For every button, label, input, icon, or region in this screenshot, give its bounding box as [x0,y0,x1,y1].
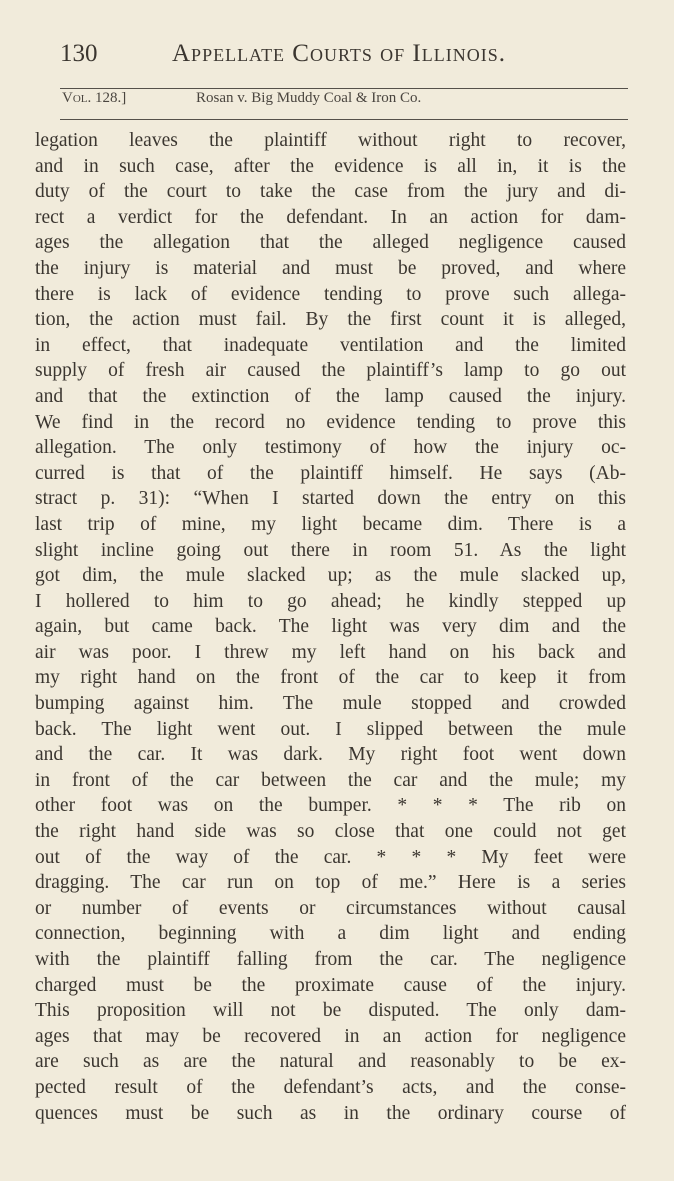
page-number: 130 [60,40,98,67]
text-line: rect a verdict for the defendant. In an action for dam- [35,206,626,228]
text-line: allegation. The only testimony of how the injury oc- [35,437,626,459]
text-line: I hollered to him to go ahead; he kindly stepped up [35,590,626,612]
text-line: dragging. The car run on top of me.” Here is a series [35,872,626,894]
text-line: tion, the action must fail. By the first count it is alleged, [35,309,626,331]
text-line: air was poor. I threw my left hand on his back and [35,641,626,663]
text-line: curred is that of the plaintiff himself. He says (Ab- [35,462,626,484]
text-line: bumping against him. The mule stopped and crowded [35,693,626,715]
text-line: legation leaves the plaintiff without right to recover, [35,130,626,151]
text-line: connection, beginning with a dim light and ending [35,923,626,945]
text-line: duty of the court to take the case from the jury and di- [35,181,626,203]
text-line: there is lack of evidence tending to prove such allega- [35,283,626,305]
text-line: This proposition will not be disputed. The only dam- [35,1000,626,1022]
text-line: supply of fresh air caused the plaintiff’s lamp to go out [35,360,626,382]
text-line: got dim, the mule slacked up; as the mule slacked up, [35,565,626,587]
text-line: or number of events or circumstances without causal [35,897,626,919]
text-line: other foot was on the bumper. * * * The rib on [35,795,626,817]
text-line: my right hand on the front of the car to keep it from [35,667,626,689]
text-line: ages that may be recovered in an action for negligence [35,1025,626,1047]
text-line: are such as are the natural and reasonably to be ex- [35,1051,626,1073]
text-line: out of the way of the car. * * * My feet were [35,846,626,868]
text-line: slight incline going out there in room 51. As the light [35,539,626,561]
header-rule-top [60,88,628,89]
text-line: back. The light went out. I slipped between the mule [35,718,626,740]
text-line: pected result of the defendant’s acts, and the conse- [35,1076,626,1098]
text-line: and that the extinction of the lamp caused the injury. [35,385,626,407]
text-line: with the plaintiff falling from the car. The negligence [35,949,626,970]
text-line: and the car. It was dark. My right foot went down [35,744,626,766]
text-line: again, but came back. The light was very dim and the [35,616,626,638]
text-line: the right hand side was so close that one could not get [35,821,626,843]
case-title: Rosan v. Big Muddy Coal & Iron Co. [196,90,422,106]
text-line: charged must be the proximate cause of the injury. [35,974,626,996]
text-line: last trip of mine, my light became dim. There is a [35,513,626,535]
running-title: Appellate Courts of Illinois. [172,40,506,67]
text-line: We find in the record no evidence tending to prove this [35,411,626,433]
body-text [35,128,626,1126]
volume-label: Vol. 128.] [62,90,127,106]
text-line: in front of the car between the car and the mule; my [35,769,626,791]
text-line: in effect, that inadequate ventilation and the limited [35,334,626,356]
header-rule-bottom [60,119,628,120]
text-line: stract p. 31): “When I started down the entry on this [35,488,626,510]
text-line: ages the allegation that the alleged negligence caused [35,232,626,254]
text-line: quences must be such as in the ordinary course of [35,1102,626,1124]
text-line: the injury is material and must be proved, and where [35,257,626,279]
text-line: and in such case, after the evidence is all in, it is the [35,155,626,177]
